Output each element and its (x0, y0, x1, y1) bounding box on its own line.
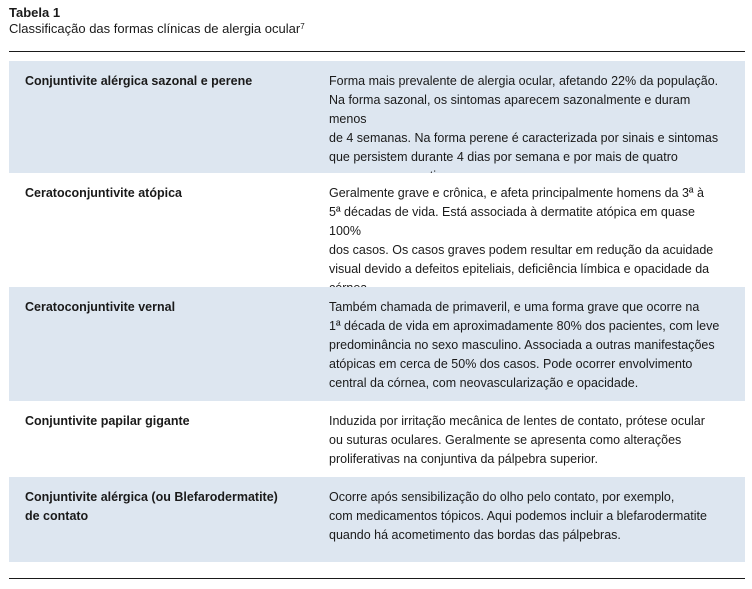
table-row (9, 401, 745, 477)
row-description: Forma mais prevalente de alergia ocular, afetando 22% da população. Na forma sazonal, os sintomas aparecem sazonalmente e duram menos de 4 semanas. Na forma perene é caracterizada por sinais e sintomas que persistem durante 4 dias por semana e por mais de quatro (329, 74, 719, 164)
row-description: Induzida por irritação mecânica de lentes de contato, prótese ocular ou suturas oculares. Geralmente se apresenta como alterações proliferativas na conjuntiva da pálpebra superior. (329, 414, 705, 466)
bottom-rule (9, 578, 745, 579)
subtitle-text: Classificação das formas clínicas de alergia ocular (9, 21, 301, 36)
row-term: Conjuntivite papilar gigante (25, 414, 190, 428)
row-term: Conjuntivite alérgica sazonal e perene (25, 74, 253, 88)
row-description: Também chamada de primaveril, e uma forma grave que ocorre na 1ª década de vida em aproximadamente 80% dos pacientes, com leve predominância no sexo masculino. Associada a outras manifestações atópicas em cerca de 50% dos casos. Pode ocorrer envolvimento central da córnea, com neovascularização e opacidade. (329, 300, 720, 390)
table-title: Tabela 1 (9, 5, 61, 20)
table-row (9, 173, 745, 287)
row-description: Geralmente grave e crônica, e afeta principalmente homens da 3ª à 5ª décadas de vida. Está associada à dermatite atópica em quase 100% dos casos. Os casos graves podem resultar em redução da acuidade visual devido a defeitos epiteliais, deficiência límbica e opacidade da (329, 186, 714, 276)
top-rule (9, 51, 745, 52)
table-subtitle (9, 21, 305, 37)
reference-superscript: 7 (300, 22, 305, 31)
row-term: Ceratoconjuntivite atópica (25, 186, 182, 200)
table-row (9, 287, 745, 401)
row-term: Conjuntivite alérgica (ou Blefarodermatite) de contato (25, 490, 278, 523)
table-row (9, 61, 745, 173)
row-term: Ceratoconjuntivite vernal (25, 300, 176, 314)
table-row (9, 477, 745, 562)
row-description: Ocorre após sensibilização do olho pelo contato, por exemplo, com medicamentos tópicos. Aqui podemos incluir a blefarodermatite quando há acometimento das bordas das pálpebras. (329, 490, 707, 542)
